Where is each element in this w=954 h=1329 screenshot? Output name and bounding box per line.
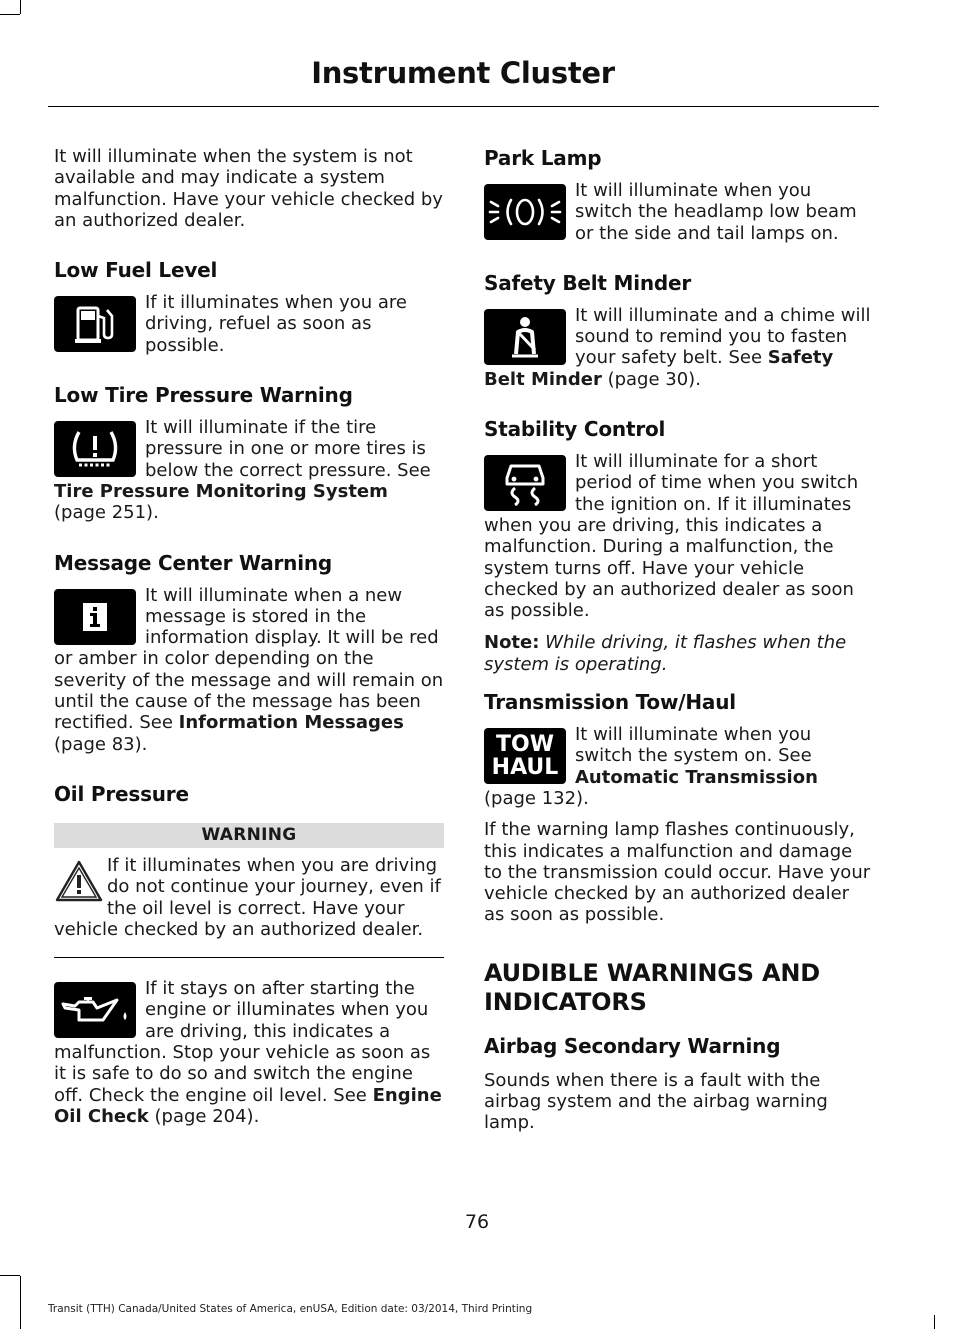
tire-pressure-icon xyxy=(54,421,136,477)
message-block xyxy=(54,585,444,755)
tow-text-body: It will illuminate when you switch the system on. See xyxy=(575,724,812,767)
airbag-text: Sounds when there is a fault with the airbag system and the airbag warning lamp. xyxy=(484,1069,828,1134)
stability-block xyxy=(484,451,874,621)
audible-heading: AUDIBLE WARNINGS AND INDICATORS xyxy=(484,958,820,1016)
tow-haul-icon xyxy=(484,728,566,784)
message-page-ref: (page 83). xyxy=(54,733,148,755)
belt-reference-link[interactable]: Safety Belt Minder xyxy=(484,347,834,390)
park-heading: Park Lamp xyxy=(484,146,602,170)
intro-paragraph: It will illuminate when the system is not available and may indicate a system malfunction. Have your vehicle checked by an authorized dealer. xyxy=(54,146,443,231)
page-title: Instrument Cluster xyxy=(311,56,615,90)
tow-label: TOW xyxy=(496,732,554,758)
crop-mark xyxy=(934,1315,935,1329)
park-lamp-icon xyxy=(484,184,566,240)
note-text: While driving, it flashes when the system is operating. xyxy=(484,632,847,675)
tow-reference-link[interactable]: Automatic Transmission xyxy=(575,766,818,788)
low-fuel-text: If it illuminates when you are driving, refuel as soon as possible. xyxy=(145,292,408,356)
oil-reference-link[interactable]: Engine Oil Check xyxy=(54,1084,442,1127)
seat-belt-icon xyxy=(484,309,566,365)
tire-text-body: It will illuminate if the tire pressure in one or more tires is below the correct pressure. See xyxy=(145,417,431,481)
tire-page-ref: (page 251). xyxy=(54,502,159,524)
tow-block xyxy=(484,724,874,809)
page-number: 76 xyxy=(464,1211,490,1233)
information-icon xyxy=(54,589,136,645)
oil-page-ref: (page 204). xyxy=(148,1105,260,1127)
belt-text-body: It will illuminate and a chime will sound to remind you to fasten your safety belt. See xyxy=(575,304,871,369)
crop-mark xyxy=(0,14,20,15)
note-label: Note: xyxy=(484,632,540,654)
oil-warning-text: If it illuminates when you are driving do not continue your journey, even if the oil level is correct. Have your vehicle checked by an authorized dealer. xyxy=(54,854,441,940)
haul-label: HAUL xyxy=(491,755,559,781)
tow-page-ref: (page 132). xyxy=(484,787,589,809)
oil-can-icon xyxy=(54,982,136,1038)
park-block xyxy=(484,180,874,244)
belt-heading: Safety Belt Minder xyxy=(484,270,692,295)
right-column xyxy=(484,146,874,1134)
fuel-pump-icon xyxy=(54,296,136,352)
low-fuel-heading: Low Fuel Level xyxy=(54,258,218,283)
tow-heading: Transmission Tow/Haul xyxy=(484,690,736,715)
tow-extra-text: If the warning lamp flashes continuously, this indicates a malfunction and damage to the transmission could occur. Have your vehicle checked by an authorized dealer as soon as possible. xyxy=(484,819,871,926)
stability-control-icon xyxy=(484,455,566,511)
oil-text-body: If it stays on after starting the engine or illuminates when you are driving, this indicates a malfunction. Stop your vehicle as soon as it is safe to do so and switch the engine off. Check the engine oil level. See xyxy=(54,978,431,1106)
crop-mark xyxy=(20,0,21,14)
park-text: It will illuminate when you switch the headlamp low beam or the side and tail lamps on. xyxy=(575,180,857,244)
warning-divider xyxy=(54,957,444,958)
stability-text: It will illuminate for a short period of time when you switch the ignition on. If it illuminates when you are driving, this indicates a malfunction. During a malfunction, the system turns off. Have your vehicle checked by an authorized dealer as soon as possible. xyxy=(484,451,859,622)
message-text-body: It will illuminate when a new message is stored in the information display. It will be red or amber in color depending on the severity of the message and will remain on until the cause of the message has been rectified. See xyxy=(54,584,444,734)
tire-reference-link[interactable]: Tire Pressure Monitoring System xyxy=(54,480,388,502)
belt-page-ref: (page 30). xyxy=(601,368,701,390)
oil-warning-block xyxy=(54,855,444,940)
title-rule xyxy=(48,106,879,107)
message-reference-link[interactable]: Information Messages xyxy=(178,712,404,734)
footer-text: Transit (TTH) Canada/United States of America, enUSA, Edition date: 03/2014, Third Printing xyxy=(48,1303,533,1315)
oil-heading: Oil Pressure xyxy=(54,781,189,806)
low-fuel-block xyxy=(54,292,444,356)
oil-block xyxy=(54,978,444,1127)
crop-mark xyxy=(20,1276,21,1329)
message-heading: Message Center Warning xyxy=(54,550,333,575)
belt-block xyxy=(484,305,874,390)
tire-block xyxy=(54,417,444,523)
warning-triangle-icon xyxy=(54,859,104,903)
tire-heading: Low Tire Pressure Warning xyxy=(54,383,353,408)
warning-label: WARNING xyxy=(54,823,444,848)
stability-note xyxy=(484,632,874,675)
airbag-heading: Airbag Secondary Warning xyxy=(484,1033,781,1058)
tow-haul-icon-label xyxy=(492,733,559,779)
left-column xyxy=(54,146,444,1127)
crop-mark xyxy=(0,1275,20,1276)
stability-heading: Stability Control xyxy=(484,417,666,442)
